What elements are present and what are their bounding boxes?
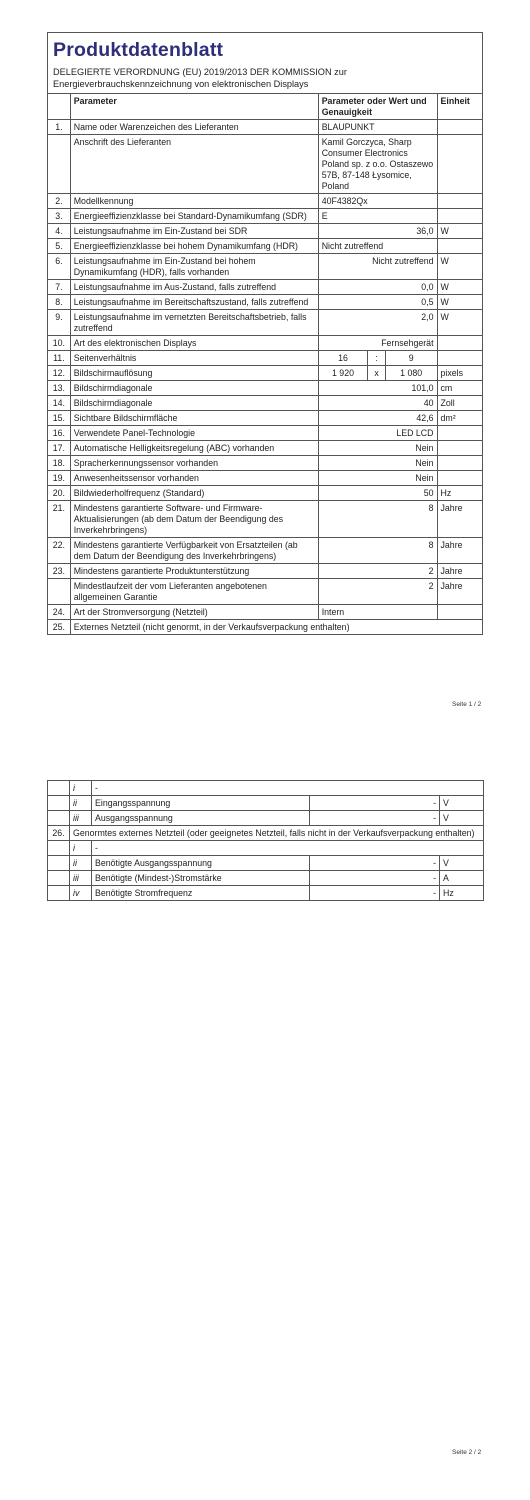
table-row [48,381,483,396]
row-value: E [318,209,437,224]
row-parameter: Bildwiederholfrequenz (Standard) [70,486,318,501]
table-row [48,501,483,538]
row-value-a: 1 920 [318,366,368,381]
row-parameter: Bildschirmdiagonale [70,381,318,396]
row-number: 8. [48,295,71,310]
row-value: 50 [318,486,437,501]
table-row [48,295,483,310]
table-row [48,796,484,811]
row-unit [437,426,482,441]
row-value: 8 [318,538,437,564]
header-value: Parameter oder Wert und Genauigkeit [318,94,437,120]
row-unit [437,471,482,486]
table-row [48,396,483,411]
row-unit: W [437,224,482,239]
table-row [48,826,484,841]
table-row [48,781,484,796]
row-unit: W [437,254,482,280]
row-parameter: Name oder Warenzeichen des Lieferanten [70,120,318,135]
row-number: 22. [48,538,71,564]
sub-index: i [70,841,92,856]
row-number: 10. [48,336,71,351]
table-row [48,254,483,280]
row-number: 12. [48,366,71,381]
table-row [48,351,483,366]
document-subtitle: DELEGIERTE VERORDNUNG (EU) 2019/2013 DER KOMMISSION zur Energieverbrauchskennzeichnung von elektronischen Displays [53,67,347,89]
row-value-a: 16 [318,351,368,366]
row-value: 2 [318,579,437,605]
row-parameter: Energieeffizienzklasse bei Standard-Dynamikumfang (SDR) [70,209,318,224]
row-parameter: Leistungsaufnahme im Bereitschaftszustand, falls zutreffend [70,295,318,310]
row-unit: Jahre [437,538,482,564]
sub-index: iii [70,871,92,886]
row-parameter: Art der Stromversorgung (Netzteil) [70,605,318,620]
sub-value: - [310,856,440,871]
row-parameter: Mindestens garantierte Software- und Firmware-Aktualisierungen (ab dem Datum der Beendigung des Inverkehrbringens) [70,501,318,538]
row-number: 21. [48,501,71,538]
row-unit: Jahre [437,501,482,538]
row-parameter: Energieeffizienzklasse bei hohem Dynamikumfang (HDR) [70,239,318,254]
row-parameter: Mindestlaufzeit der vom Lieferanten angebotenen allgemeinen Garantie [70,579,318,605]
row-unit: Jahre [437,579,482,605]
row-parameter: Leistungsaufnahme im Ein-Zustand bei hohem Dynamikumfang (HDR), falls vorhanden [70,254,318,280]
row-number: 26. [48,826,70,841]
header-parameter: Parameter [70,94,318,120]
table-row [48,310,483,336]
row-parameter: Leistungsaufnahme im Ein-Zustand bei SDR [70,224,318,239]
row-unit [437,351,482,366]
row-value: LED LCD [318,426,437,441]
row-value: Nicht zutreffend [318,254,437,280]
sub-unit: V [440,856,484,871]
row-parameter: Bildschirmdiagonale [70,396,318,411]
table-row [48,886,484,901]
document-header [47,32,483,93]
row-number: 1. [48,120,71,135]
table-row [48,486,483,501]
sub-index: iv [70,886,92,901]
datasheet-table-continued [47,780,484,901]
sub-parameter: Eingangsspannung [92,796,310,811]
table-row [48,811,484,826]
sub-parameter: - [92,781,484,796]
sub-value: - [310,811,440,826]
sub-unit: A [440,871,484,886]
row-number: 19. [48,471,71,486]
row-unit [437,605,482,620]
sub-parameter: Benötigte Ausgangsspannung [92,856,310,871]
row-parameter: Spracherkennungssensor vorhanden [70,456,318,471]
table-row [48,120,483,135]
row-parameter: Sichtbare Bildschirmfläche [70,411,318,426]
row-number: 17. [48,441,71,456]
row-number: 16. [48,426,71,441]
row-number: 2. [48,194,71,209]
row-value: 2 [318,564,437,579]
row-unit: Jahre [437,564,482,579]
row-parameter: Genormtes externes Netzteil (oder geeignetes Netzteil, falls nicht in der Verkaufsverpackung enthalten) [70,826,484,841]
sub-index: iii [70,811,92,826]
row-number: 13. [48,381,71,396]
row-parameter: Leistungsaufnahme im Aus-Zustand, falls zutreffend [70,280,318,295]
row-parameter: Externes Netzteil (nicht genormt, in der Verkaufsverpackung enthalten) [70,620,482,635]
sub-index: i [70,781,92,796]
row-number: 7. [48,280,71,295]
table-row [48,538,483,564]
row-unit [437,135,482,194]
table-row [48,856,484,871]
table-row [48,194,483,209]
row-number: 18. [48,456,71,471]
row-value: BLAUPUNKT [318,120,437,135]
row-value: Intern [318,605,437,620]
row-value: Kamil Gorczyca, Sharp Consumer Electronics Poland sp. z o.o. Ostaszewo 57B, 87-148 Łysomice, Poland [318,135,437,194]
row-unit: Zoll [437,396,482,411]
row-unit [437,209,482,224]
row-number: 4. [48,224,71,239]
table-row [48,426,483,441]
row-number: 14. [48,396,71,411]
table-row [48,411,483,426]
row-parameter: Modellkennung [70,194,318,209]
row-unit: cm [437,381,482,396]
table-row [48,579,483,605]
table-row [48,841,484,856]
row-number: 11. [48,351,71,366]
table-row [48,871,484,886]
table-row [48,620,483,635]
row-parameter: Anwesenheitssensor vorhanden [70,471,318,486]
row-parameter: Seitenverhältnis [70,351,318,366]
page-number-2: Seite 2 / 2 [452,1449,482,1456]
sub-unit: Hz [440,886,484,901]
sub-index: ii [70,856,92,871]
table-row [48,564,483,579]
row-value: 101,0 [318,381,437,396]
sub-value: - [310,886,440,901]
row-value: 8 [318,501,437,538]
page-1 [47,32,483,635]
table-row [48,336,483,351]
row-unit [437,239,482,254]
table-row [48,366,483,381]
row-value: 36,0 [318,224,437,239]
page-2 [47,780,483,901]
row-number: 25. [48,620,71,635]
row-number: 6. [48,254,71,280]
row-parameter: Leistungsaufnahme im vernetzten Bereitschaftsbetrieb, falls zutreffend [70,310,318,336]
row-unit [437,441,482,456]
row-value: 40 [318,396,437,411]
row-number: 20. [48,486,71,501]
table-row [48,239,483,254]
row-number: 15. [48,411,71,426]
row-unit [437,336,482,351]
row-unit: W [437,295,482,310]
sub-unit: V [440,796,484,811]
row-value: Fernsehgerät [318,336,437,351]
row-value-b: 1 080 [385,366,437,381]
sub-parameter: - [92,841,484,856]
row-number: 5. [48,239,71,254]
table-row [48,471,483,486]
table-row [48,441,483,456]
row-parameter: Verwendete Panel-Technologie [70,426,318,441]
document-title: Produktdatenblatt [53,39,224,61]
sub-parameter: Benötigte Stromfrequenz [92,886,310,901]
row-unit [437,456,482,471]
row-unit: pixels [437,366,482,381]
row-value: 40F4382Qx [318,194,437,209]
table-row [48,456,483,471]
row-parameter: Art des elektronischen Displays [70,336,318,351]
row-value: 0,5 [318,295,437,310]
row-parameter: Bildschirmauflösung [70,366,318,381]
row-parameter: Mindestens garantierte Verfügbarkeit von Ersatzteilen (ab dem Datum der Beendigung des Inverkehrbringens) [70,538,318,564]
sub-unit: V [440,811,484,826]
sub-parameter: Benötigte (Mindest-)Stromstärke [92,871,310,886]
page-number-1: Seite 1 / 2 [452,701,482,708]
row-value: 2,0 [318,310,437,336]
datasheet-table [47,93,483,635]
sub-parameter: Ausgangsspannung [92,811,310,826]
row-unit: dm² [437,411,482,426]
row-unit [437,194,482,209]
row-unit: Hz [437,486,482,501]
row-number: 9. [48,310,71,336]
table-row [48,280,483,295]
row-value: Nein [318,456,437,471]
row-unit [437,120,482,135]
row-value-b: 9 [385,351,437,366]
row-value: Nicht zutreffend [318,239,437,254]
sub-value: - [310,871,440,886]
row-value-separator: : [368,351,386,366]
row-value: 42,6 [318,411,437,426]
row-value: 0,0 [318,280,437,295]
row-value: Nein [318,471,437,486]
row-value: Nein [318,441,437,456]
row-unit: W [437,310,482,336]
table-row [48,209,483,224]
row-unit: W [437,280,482,295]
row-parameter: Automatische Helligkeitsregelung (ABC) vorhanden [70,441,318,456]
row-value-separator: x [368,366,386,381]
sub-value: - [310,796,440,811]
row-parameter: Anschrift des Lieferanten [70,135,318,194]
sub-index: ii [70,796,92,811]
row-number: 23. [48,564,71,579]
row-number: 24. [48,605,71,620]
header-unit: Einheit [437,94,482,120]
table-header-row [48,94,483,120]
row-parameter: Mindestens garantierte Produktunterstützung [70,564,318,579]
table-row [48,605,483,620]
table-row [48,135,483,194]
table-row [48,224,483,239]
row-number: 3. [48,209,71,224]
